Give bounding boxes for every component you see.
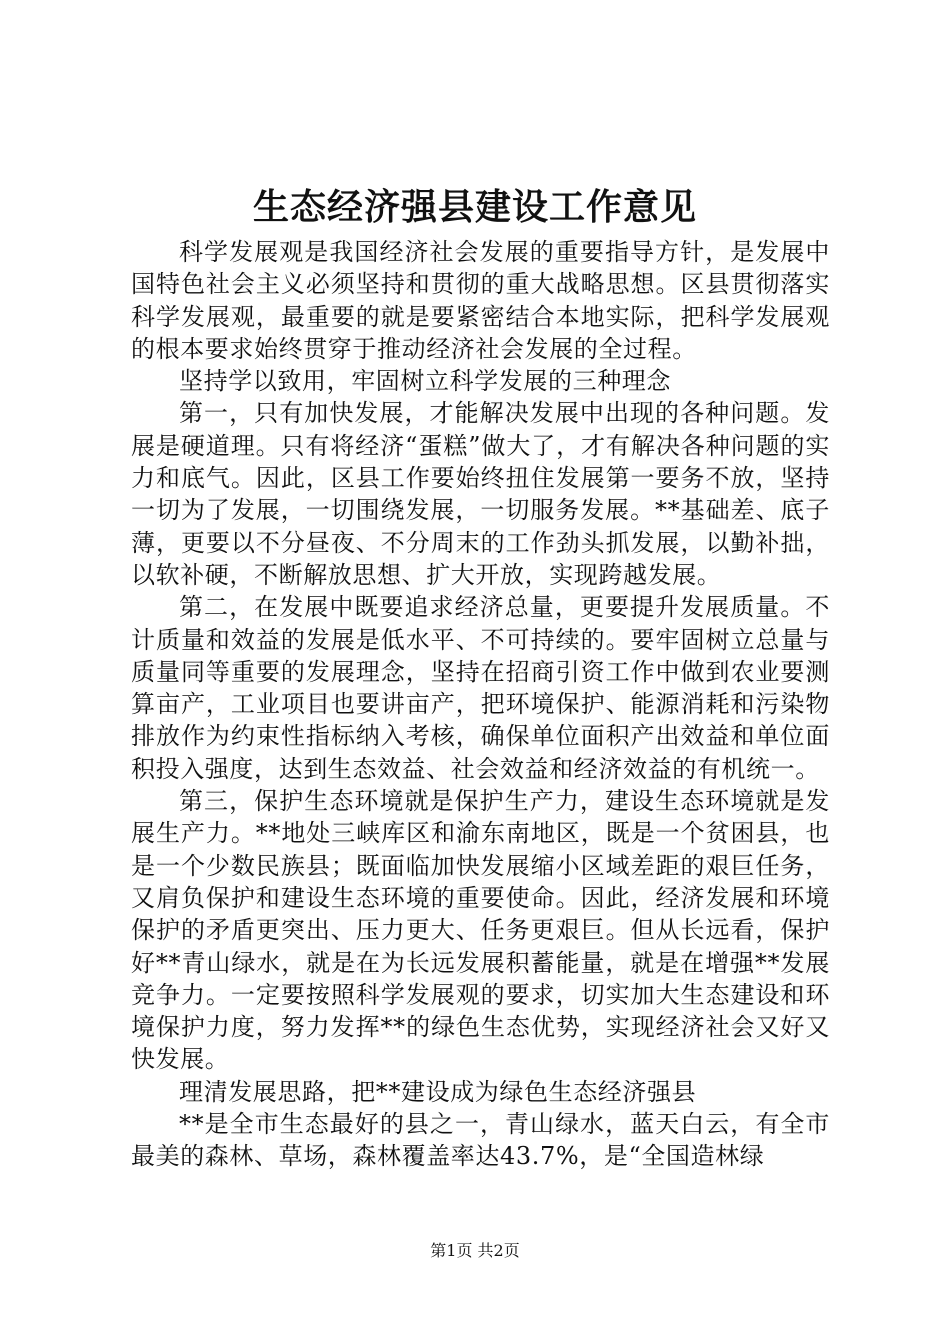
paragraph: 科学发展观是我国经济社会发展的重要指导方针，是发展中国特色社会主义必须坚持和贯彻的重大战略思想。区县贯彻落实科学发展观，最重要的就是要紧密结合本地实际，把科学发展观的根本要求始终贯穿于推动经济社会发展的全过程。 <box>131 238 830 363</box>
page-number-footer: 第1页 共2页 <box>430 1241 520 1260</box>
section-heading: 理清发展思路，把**建设成为绿色生态经济强县 <box>179 1077 697 1106</box>
document-title: 生态经济强县建设工作意见 <box>252 186 697 228</box>
paragraph: 第二，在发展中既要追求经济总量，更要提升发展质量。不计质量和效益的发展是低水平、不可持续的。要牢固树立总量与质量同等重要的发展理念，坚持在招商引资工作中做到农业要测算亩产，工业项目也要讲亩产，把环境保护、能源消耗和污染物排放作为约束性指标纳入考核，确保单位面积产出效益和单位面积投入强度，达到生态效益、社会效益和经济效益的有机统一。 <box>131 593 830 783</box>
paragraph: 第一，只有加快发展，才能解决发展中出现的各种问题。发展是硬道理。只有将经济“蛋糕”做大了，才有解决各种问题的实力和底气。因此，区县工作要始终扭住发展第一要务不放，坚持一切为了发展，一切围绕发展，一切服务发展。**基础差、底子薄，更要以不分昼夜、不分周末的工作劲头抓发展，以勤补拙，以软补硬，不断解放思想、扩大开放，实现跨越发展。 <box>131 399 830 589</box>
paragraph: **是全市生态最好的县之一，青山绿水，蓝天白云，有全市最美的森林、草场，森林覆盖率达43.7%，是“全国造林绿 <box>131 1110 830 1171</box>
document-body <box>131 236 830 1173</box>
paragraph: 第三，保护生态环境就是保护生产力，建设生态环境就是发展生产力。**地处三峡库区和渝东南地区，既是一个贫困县，也是一个少数民族县；既面临加快发展缩小区域差距的艰巨任务，又肩负保护和建设生态环境的重要使命。因此，经济发展和环境保护的矛盾更突出、压力更大、任务更艰巨。但从长远看，保护好**青山绿水，就是在为长远发展积蓄能量，就是在增强**发展竞争力。一定要按照科学发展观的要求，切实加大生态建设和环境保护力度，努力发挥**的绿色生态优势，实现经济社会又好又快发展。 <box>131 787 830 1074</box>
section-heading: 坚持学以致用，牢固树立科学发展的三种理念 <box>179 367 671 396</box>
